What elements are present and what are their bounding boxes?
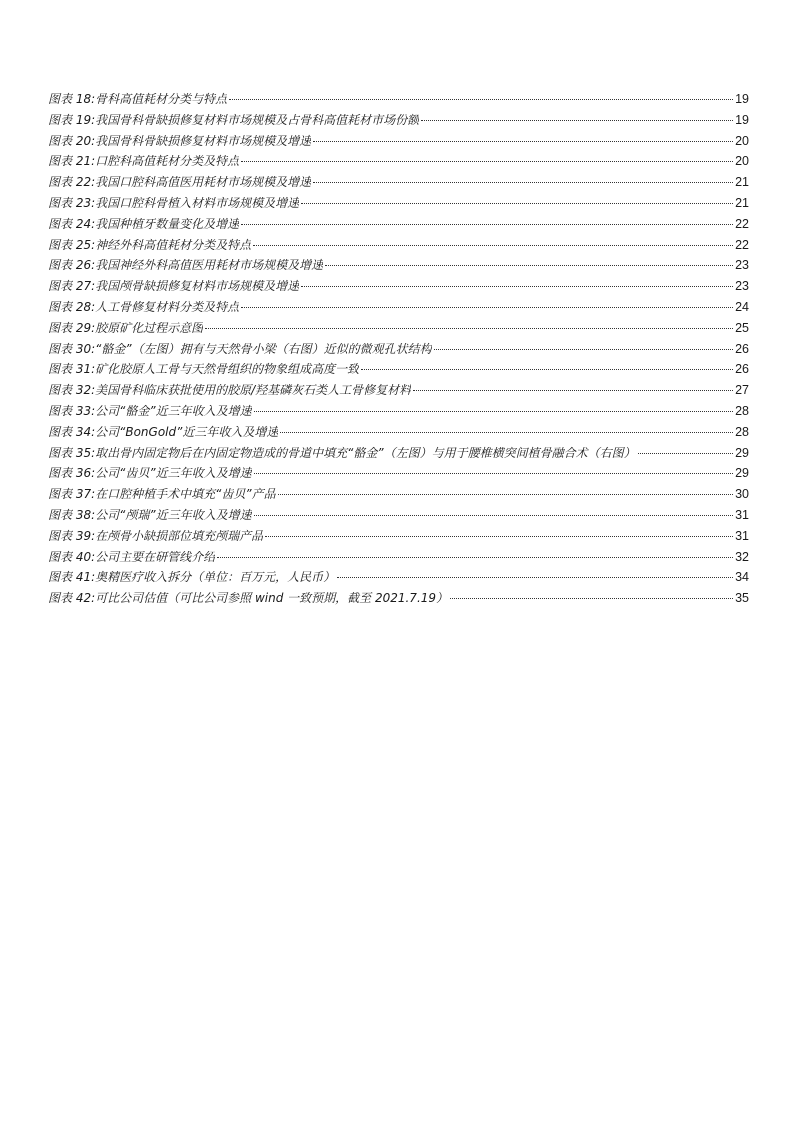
toc-entry[interactable] (48, 463, 749, 484)
toc-entry[interactable] (48, 297, 749, 318)
toc-entry-label: 图表 26: (48, 258, 96, 273)
toc-dot-leader (434, 349, 734, 350)
toc-entry[interactable] (48, 567, 749, 588)
toc-entry[interactable] (48, 339, 749, 360)
toc-entry[interactable] (48, 193, 749, 214)
toc-entry-title: 奥精医疗收入拆分（单位：百万元，人民币） (95, 570, 336, 585)
toc-entry-page-number: 26 (735, 362, 749, 377)
toc-entry-label: 图表 24: (48, 216, 96, 231)
toc-entry-title: 我国神经外科高值医用耗材市场规模及增速 (95, 258, 324, 273)
toc-dot-leader (313, 182, 733, 183)
toc-entry-title: 美国骨科临床获批使用的胶原/羟基磷灰石类人工骨修复材料 (95, 383, 412, 398)
toc-entry-label: 图表 36: (48, 466, 96, 481)
toc-entry-title: 公司“BonGold”近三年收入及增速 (95, 424, 279, 439)
toc-entry-title: 我国骨科骨缺损修复材料市场规模及占骨科高值耗材市场份额 (95, 112, 420, 127)
toc-entry-label: 图表 32: (48, 383, 96, 398)
toc-entry-label: 图表 29: (48, 320, 96, 335)
toc-entry-page-number: 22 (735, 237, 749, 252)
toc-entry[interactable] (48, 172, 749, 193)
toc-entry-title: 我国种植牙数量变化及增速 (95, 216, 240, 231)
toc-dot-leader (241, 161, 733, 162)
toc-entry-page-number: 24 (735, 299, 749, 314)
toc-entry-title: 在颅骨小缺损部位填充颅瑞产品 (95, 528, 264, 543)
toc-entry-page-number: 34 (735, 570, 749, 585)
table-of-figures (48, 89, 749, 609)
toc-dot-leader (638, 453, 734, 454)
toc-entry[interactable] (48, 588, 749, 609)
toc-entry-title: 我国颅骨缺损修复材料市场规模及增速 (95, 279, 300, 294)
toc-entry-label: 图表 38: (48, 507, 96, 522)
toc-entry-page-number: 23 (735, 258, 749, 273)
toc-entry[interactable] (48, 131, 749, 152)
toc-entry-label: 图表 23: (48, 195, 96, 210)
toc-entry-title: 矿化胶原人工骨与天然骨组织的物象组成高度一致 (95, 362, 360, 377)
toc-entry-label: 图表 39: (48, 528, 96, 543)
toc-entry-title: 公司“齿贝”近三年收入及增速 (95, 466, 252, 481)
toc-entry-label: 图表 25: (48, 237, 96, 252)
toc-dot-leader (337, 577, 733, 578)
toc-entry-page-number: 30 (735, 487, 749, 502)
toc-entry[interactable] (48, 255, 749, 276)
toc-entry-page-number: 28 (735, 424, 749, 439)
toc-dot-leader (450, 598, 733, 599)
toc-entry-page-number: 29 (735, 466, 749, 481)
toc-entry-page-number: 25 (735, 320, 749, 335)
toc-entry-label: 图表 40: (48, 549, 96, 564)
toc-entry-title: 在口腔种植手术中填充“齿贝”产品 (95, 487, 276, 502)
toc-entry-page-number: 31 (735, 507, 749, 522)
toc-entry-page-number: 32 (735, 549, 749, 564)
toc-entry-page-number: 21 (735, 175, 749, 190)
toc-entry[interactable] (48, 214, 749, 235)
toc-dot-leader (241, 307, 733, 308)
toc-dot-leader (301, 286, 733, 287)
toc-entry-page-number: 23 (735, 279, 749, 294)
toc-entry[interactable] (48, 443, 749, 464)
toc-entry[interactable] (48, 318, 749, 339)
toc-entry-label: 图表 35: (48, 445, 96, 460)
toc-dot-leader (205, 328, 733, 329)
toc-entry-page-number: 19 (735, 92, 749, 106)
toc-entry-title: 公司主要在研管线介绍 (95, 549, 216, 564)
toc-entry[interactable] (48, 526, 749, 547)
toc-dot-leader (325, 265, 733, 266)
toc-entry-title: 我国口腔科高值医用耗材市场规模及增速 (95, 175, 312, 190)
toc-entry-title: 公司“骼金”近三年收入及增速 (95, 403, 252, 418)
toc-entry[interactable] (48, 110, 749, 131)
toc-entry[interactable] (48, 235, 749, 256)
toc-entry-page-number: 28 (735, 403, 749, 418)
toc-entry-label: 图表 30: (48, 341, 96, 356)
toc-entry-title: 胶原矿化过程示意图 (95, 320, 204, 335)
toc-dot-leader (241, 224, 733, 225)
toc-entry-title: 取出骨内固定物后在内固定物造成的骨道中填充“骼金”（左图）与用于腰椎横突间植骨融合术（右图） (95, 445, 636, 460)
toc-entry-page-number: 35 (735, 591, 749, 606)
toc-dot-leader (361, 369, 733, 370)
toc-entry-label: 图表 31: (48, 362, 96, 377)
toc-entry-page-number: 20 (735, 133, 749, 148)
toc-entry-label: 图表 18: (48, 92, 96, 106)
toc-entry-label: 图表 19: (48, 112, 96, 127)
toc-entry[interactable] (48, 151, 749, 172)
toc-entry[interactable] (48, 484, 749, 505)
toc-entry-page-number: 29 (735, 445, 749, 460)
toc-dot-leader (313, 141, 733, 142)
toc-entry-label: 图表 34: (48, 424, 96, 439)
toc-entry-title: 骨科高值耗材分类与特点 (95, 92, 228, 106)
toc-dot-leader (301, 203, 733, 204)
toc-entry-title: 神经外科高值耗材分类及特点 (95, 237, 252, 252)
toc-entry-title: 人工骨修复材料分类及特点 (95, 299, 240, 314)
toc-entry-page-number: 19 (735, 112, 749, 127)
toc-entry-label: 图表 41: (48, 570, 96, 585)
toc-entry-label: 图表 33: (48, 403, 96, 418)
toc-entry-title: “骼金”（左图）拥有与天然骨小梁（右图）近似的微观孔状结构 (95, 341, 432, 356)
toc-entry-page-number: 27 (735, 383, 749, 398)
toc-entry-title: 我国骨科骨缺损修复材料市场规模及增速 (95, 133, 312, 148)
toc-entry-label: 图表 37: (48, 487, 96, 502)
toc-entry-page-number: 21 (735, 195, 749, 210)
toc-entry-page-number: 20 (735, 154, 749, 169)
toc-entry-label: 图表 28: (48, 299, 96, 314)
toc-dot-leader (265, 536, 733, 537)
toc-entry[interactable] (48, 89, 749, 110)
toc-entry-label: 图表 20: (48, 133, 96, 148)
toc-dot-leader (253, 245, 733, 246)
toc-dot-leader (413, 390, 733, 391)
toc-entry-label: 图表 22: (48, 175, 96, 190)
toc-entry-title: 口腔科高值耗材分类及特点 (95, 154, 240, 169)
toc-entry[interactable] (48, 505, 749, 526)
toc-dot-leader (229, 99, 733, 100)
toc-dot-leader (254, 515, 734, 516)
toc-entry[interactable] (48, 380, 749, 401)
toc-entry[interactable] (48, 401, 749, 422)
toc-entry[interactable] (48, 547, 749, 568)
toc-entry-title: 公司“颅瑞”近三年收入及增速 (95, 507, 252, 522)
toc-entry-page-number: 31 (735, 528, 749, 543)
toc-entry-title: 可比公司估值（可比公司参照 wind 一致预期，截至 2021.7.19） (95, 591, 449, 606)
toc-entry[interactable] (48, 276, 749, 297)
toc-dot-leader (421, 120, 733, 121)
toc-entry-label: 图表 42: (48, 591, 96, 606)
toc-entry-title: 我国口腔科骨植入材料市场规模及增速 (95, 195, 300, 210)
toc-entry-page-number: 22 (735, 216, 749, 231)
toc-entry[interactable] (48, 422, 749, 443)
toc-entry-page-number: 26 (735, 341, 749, 356)
toc-dot-leader (217, 557, 733, 558)
toc-dot-leader (280, 432, 733, 433)
toc-dot-leader (278, 494, 734, 495)
toc-dot-leader (254, 411, 734, 412)
toc-entry[interactable] (48, 359, 749, 380)
toc-dot-leader (254, 473, 734, 474)
toc-entry-label: 图表 27: (48, 279, 96, 294)
toc-entry-label: 图表 21: (48, 154, 96, 169)
